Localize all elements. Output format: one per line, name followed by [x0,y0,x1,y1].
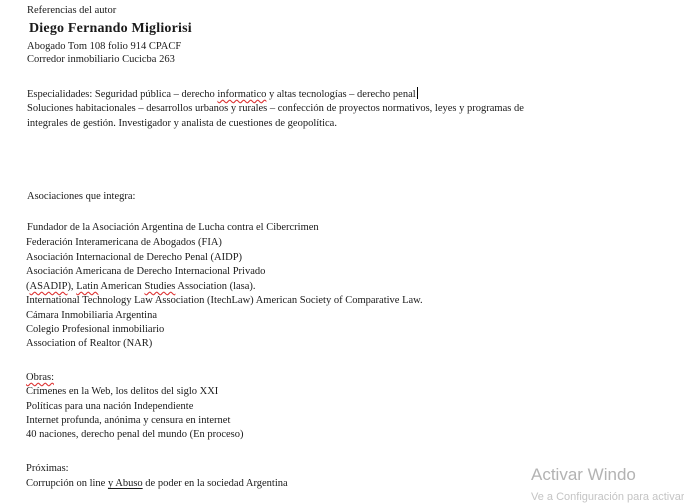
association-item: Cámara Inmobiliaria Argentina [26,310,158,321]
association-item: Asociación Americana de Derecho Internacional Privado [26,266,266,277]
association-item: International Technology Law Association (ItechLaw) American Society of Comparative Law. [26,295,423,306]
work-item: 40 naciones, derecho penal del mundo (En proceso) [26,429,244,440]
upcoming-title: Próximas: [26,463,69,474]
upcoming-item [26,477,288,491]
associations-title: Asociaciones que integra: [27,191,136,202]
work-item: Crímenes en la Web, los delitos del siglo XXI [26,386,219,397]
association-item: Federación Interamericana de Abogados (FIA) [26,237,222,248]
association-item [26,280,256,294]
association-item: Association of Realtor (NAR) [26,338,153,349]
assoc-text: American [98,281,145,292]
misspelled-word: informatico [217,89,267,100]
author-name: Diego Fernando Migliorisi [29,21,192,36]
text-cursor [417,87,418,99]
assoc-text: ), [67,281,77,292]
references-heading: Referencias del autor [27,5,117,16]
work-item: Políticas para una nación Independiente [26,401,194,412]
upcoming-text: de poder en la sociedad Argentina [142,478,288,489]
assoc-text: Association (lasa). [175,281,256,292]
work-item: Internet profunda, anónima y censura en internet [26,415,231,426]
misspelled-word: Latin [76,281,99,292]
works-title: Obras: [26,372,54,383]
credential-realtor: Corredor inmobiliario Cucicba 263 [27,54,175,65]
association-item: Fundador de la Asociación Argentina de Lucha contra el Cibercrimen [27,222,319,233]
upcoming-text: Corrupción on line [26,478,108,489]
association-item: Colegio Profesional inmobiliario [26,324,165,335]
assoc-text: ( [26,281,30,292]
credential-lawyer: Abogado Tom 108 folio 914 CPACF [27,41,182,52]
association-item: Asociación Internacional de Derecho Penal (AIDP) [26,252,243,263]
activate-windows-subtitle: Ve a Configuración para activar [531,491,684,503]
misspelled-word: Studies [144,281,176,292]
misspelled-word: ASADIP [29,281,68,292]
specialties-line[interactable] [27,87,418,102]
activate-windows-watermark: Activar Windo [531,465,636,484]
solutions-line-1: Soluciones habitacionales – desarrollos urbanos y rurales – confección de proyectos normativos, leyes y programas de [27,103,524,114]
underlined-phrase: y Abuso [107,478,143,489]
solutions-line-2: integrales de gestión. Investigador y analista de cuestiones de geopolítica. [27,118,337,129]
specialties-text-start: Especialidades: Seguridad pública – derecho [27,89,218,100]
specialties-text-end: y altas tecnologías – derecho penal [266,89,416,100]
